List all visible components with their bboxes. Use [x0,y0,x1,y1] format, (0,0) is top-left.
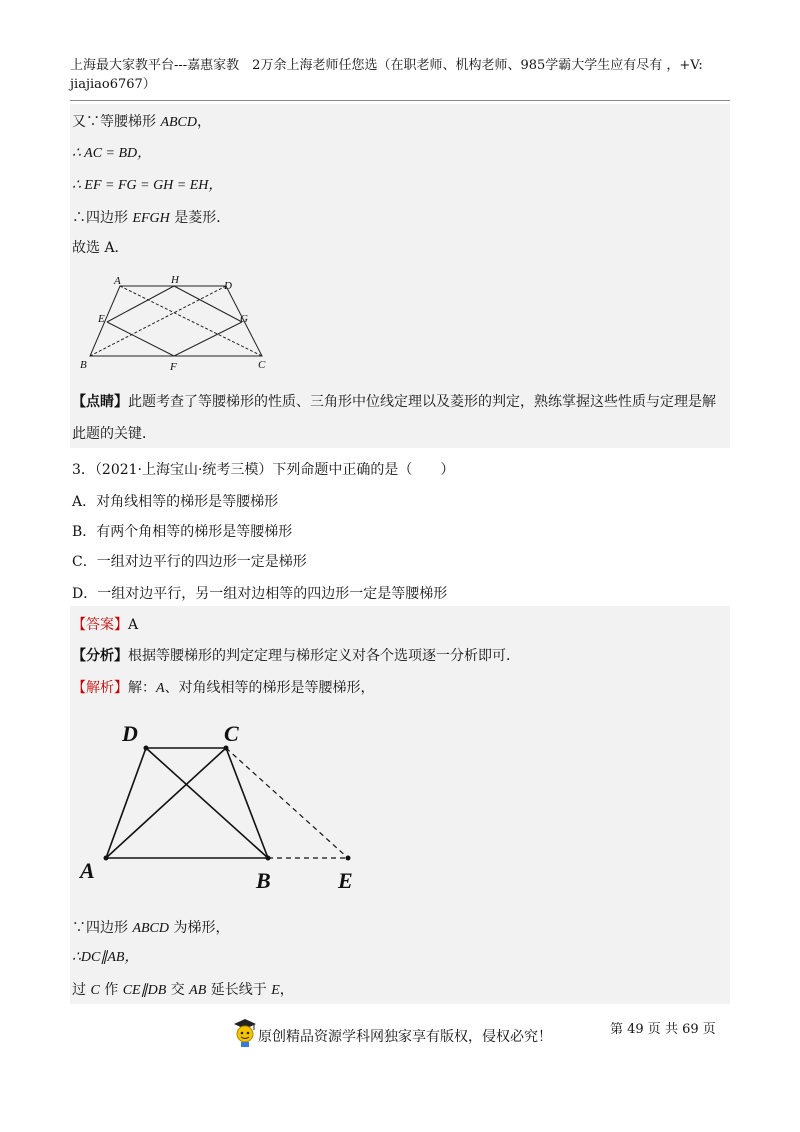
fig1-label-F: F [170,361,177,373]
analysis-text: 根据等腰梯形的判定定理与梯形定义对各个选项逐一分析即可． [128,648,520,664]
fig2-label-D: D [122,721,138,746]
answer-line [72,615,138,635]
fig2-label-A: A [80,858,95,883]
answer-tag: 【答案】 [72,617,128,633]
comment-text: 此题考查了等腰梯形的性质、三角形中位线定理以及菱形的判定，熟练掌握这些性质与定理是解此题的关键． [72,394,716,442]
fig1-label-E: E [98,313,105,325]
solution-bottom-line-3: 过 C 作 CE∥DB 交 AB 延长线于 E， [72,982,294,998]
comment-tag: 【点睛】 [72,394,128,410]
fig2-label-C: C [224,721,239,746]
fig1-label-A: A [114,275,121,287]
solution-line-2: ∴ AC = BD， [72,146,152,161]
header-line-1: 上海最大家教平台---嘉惠家教 2万余上海老师任您选（在职老师、机构老师、985学霸大学生应有尽有 ，+V: [70,58,703,73]
comment-paragraph [72,386,728,450]
solution-bottom-line-1: ∵四边形 ABCD 为梯形， [72,920,230,936]
header-divider [70,100,730,101]
fig1-label-C: C [258,359,266,371]
fig1-label-B: B [80,359,87,371]
option-c: C．一组对边平行的四边形一定是梯形 [72,554,307,570]
fig2-label-E: E [338,868,353,893]
copyright-note: 原创精品资源学科网独家享有版权，侵权必究！ [258,1029,552,1045]
solution-line-4: ∴四边形 EFGH 是菱形． [72,210,231,226]
answer-value: A [128,617,139,633]
fig2-label-B: B [256,868,271,893]
header-line-2: jiajiao6767） [70,77,156,92]
analysis-tag: 【分析】 [72,648,128,664]
mascot-logo-icon [232,1016,258,1048]
option-a: A．对角线相等的梯形是等腰梯形 [72,494,279,510]
explain-tag: 【解析】 [72,680,128,696]
page-number: 第 49 页 共 69 页 [610,1022,716,1037]
page-header [70,56,740,94]
option-d: D．一组对边平行，另一组对边相等的四边形一定是等腰梯形 [72,586,448,602]
fig1-label-G: G [240,313,248,325]
solution-bottom-line-2: ∴DC∥AB， [72,950,139,965]
fig1-label-H: H [171,274,179,286]
fig1-label-D: D [224,280,232,292]
solution-line-5: 故选 A． [72,240,129,256]
explain-line: 【解析】解：A、对角线相等的梯形是等腰梯形， [72,680,375,696]
option-b: B．有两个角相等的梯形是等腰梯形 [72,524,293,540]
trapezoid-figure-2 [76,716,376,900]
analysis-line [72,646,520,666]
question-stem: 3．（2021·上海宝山·统考三模）下列命题中正确的是（ ） [72,462,455,478]
solution-line-3: ∴ EF = FG = GH = EH， [72,178,223,193]
trapezoid-figure-1 [76,270,286,374]
solution-line-1: 又∵等腰梯形 ABCD， [72,114,212,130]
